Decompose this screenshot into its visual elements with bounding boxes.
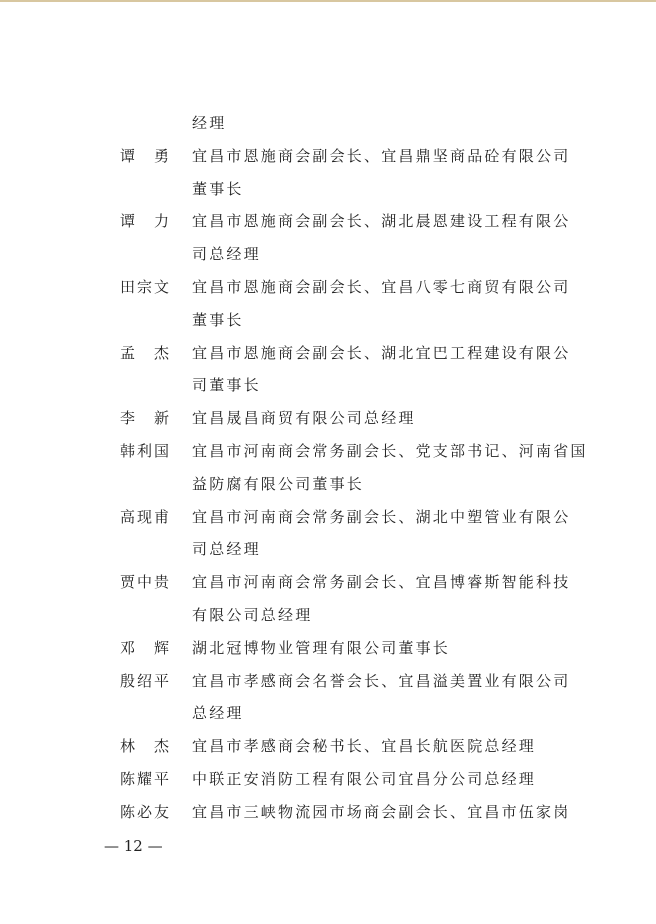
member-name: 贾中贵 — [120, 573, 172, 591]
member-name: 孟 杰 — [120, 344, 172, 362]
member-title-continuation: 司总经理 — [192, 540, 261, 558]
member-title: 中联正安消防工程有限公司宜昌分公司总经理 — [192, 770, 537, 788]
member-name: 韩利国 — [120, 442, 172, 460]
member-name: 李 新 — [120, 409, 172, 427]
member-name: 田宗文 — [120, 278, 172, 296]
member-title: 宜昌市河南商会常务副会长、宜昌博睿斯智能科技 — [192, 573, 571, 591]
member-title: 宜昌市河南商会常务副会长、党支部书记、河南省国 — [192, 442, 588, 460]
member-title-continuation: 司总经理 — [192, 245, 261, 263]
member-title-continuation: 有限公司总经理 — [192, 606, 313, 624]
member-title: 宜昌市恩施商会副会长、湖北宜巴工程建设有限公 — [192, 344, 571, 362]
member-title-continuation: 益防腐有限公司董事长 — [192, 475, 365, 493]
member-title-continuation: 董事长 — [192, 311, 244, 329]
member-title-continuation: 董事长 — [192, 180, 244, 198]
page-number: — 12 — — [104, 837, 163, 855]
member-title: 宜昌市三峡物流园市场商会副会长、宜昌市伍家岗 — [192, 803, 571, 821]
member-title: 湖北冠博物业管理有限公司董事长 — [192, 639, 451, 657]
member-name: 谭 力 — [120, 212, 172, 230]
member-title-continuation: 经理 — [192, 114, 227, 132]
member-title: 宜昌市河南商会常务副会长、湖北中塑管业有限公 — [192, 508, 571, 526]
member-name: 殷绍平 — [120, 672, 172, 690]
member-title: 宜昌市孝感商会名誉会长、宜昌溢美置业有限公司 — [192, 672, 571, 690]
member-name: 高现甫 — [120, 508, 172, 526]
member-title-continuation: 司董事长 — [192, 376, 261, 394]
member-title: 宜昌晟昌商贸有限公司总经理 — [192, 409, 416, 427]
member-title: 宜昌市孝感商会秘书长、宜昌长航医院总经理 — [192, 737, 537, 755]
member-name: 陈必友 — [120, 803, 172, 821]
member-name: 邓 辉 — [120, 639, 172, 657]
member-name: 林 杰 — [120, 737, 172, 755]
member-name: 谭 勇 — [120, 147, 172, 165]
member-title: 宜昌市恩施商会副会长、湖北晨恩建设工程有限公 — [192, 212, 571, 230]
member-title-continuation: 总经理 — [192, 704, 244, 722]
member-name: 陈耀平 — [120, 770, 172, 788]
member-title: 宜昌市恩施商会副会长、宜昌八零七商贸有限公司 — [192, 278, 571, 296]
member-title: 宜昌市恩施商会副会长、宜昌鼎坚商品砼有限公司 — [192, 147, 571, 165]
